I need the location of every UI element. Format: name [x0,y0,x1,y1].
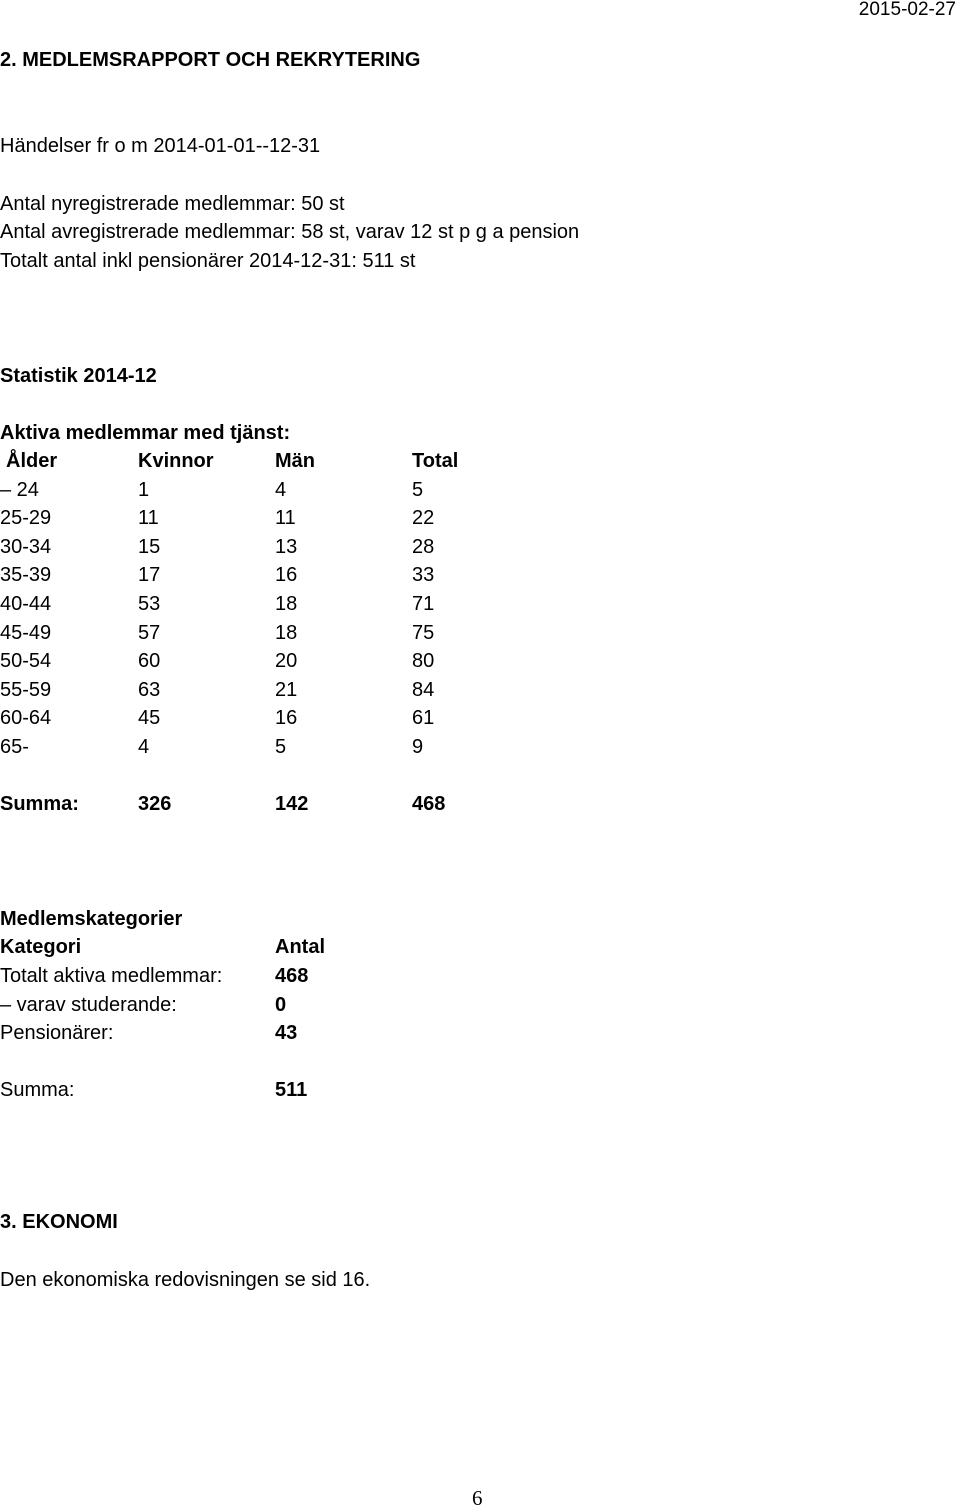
table-row [0,561,600,589]
page-number: 6 [472,1486,483,1510]
categories-sum-row [0,1076,600,1104]
removed-members-text: Antal avregistrerade medlemmar: 58 st, varav 12 st p g a pension [0,221,580,243]
cell-men: 16 [275,564,298,586]
cell-total: 28 [412,536,435,558]
cell-men: 18 [275,622,298,644]
table-row [0,476,600,504]
section-heading-membership: 2. MEDLEMSRAPPORT OCH REKRYTERING [0,49,421,71]
column-header-men: Män [275,450,315,472]
economy-text: Den ekonomiska redovisningen se sid 16. [0,1269,371,1291]
categories-sum-label: Summa: [0,1079,75,1101]
column-header-count: Antal [275,936,325,958]
cell-women: 57 [138,622,161,644]
new-members-text: Antal nyregistrerade medlemmar: 50 st [0,193,345,215]
cell-age: 60-64 [0,707,52,729]
cell-women: 53 [138,593,161,615]
cell-men: 20 [275,650,298,672]
table-row [0,619,600,647]
list-item [0,962,600,990]
total-members-text: Totalt antal inkl pensionärer 2014-12-31: 511 st [0,250,416,272]
cell-age: – 24 [0,479,39,501]
column-header-age: Ålder [6,450,58,472]
cell-age: 55-59 [0,679,52,701]
document-date: 2015-02-27 [858,0,956,20]
sum-total: 468 [412,793,446,815]
cell-women: 63 [138,679,161,701]
cell-women: 1 [138,479,150,501]
table-row [0,704,600,732]
table-row [0,676,600,704]
cell-age: 65- [0,736,29,758]
categories-sum-value: 511 [275,1079,308,1101]
cell-age: 25-29 [0,507,52,529]
cell-total: 84 [412,679,435,701]
cell-total: 9 [412,736,424,758]
cell-men: 21 [275,679,298,701]
cell-women: 15 [138,536,161,558]
sum-women: 326 [138,793,172,815]
table-row [0,533,600,561]
period-text: Händelser fr o m 2014-01-01--12-31 [0,135,321,157]
statistics-subheading: Aktiva medlemmar med tjänst: [0,422,291,444]
cell-total: 5 [412,479,424,501]
list-item [0,991,600,1019]
section-heading-economy: 3. EKONOMI [0,1211,118,1233]
category-count: 468 [275,965,309,987]
cell-total: 80 [412,650,435,672]
cell-total: 75 [412,622,435,644]
cell-age: 30-34 [0,536,52,558]
table-row [0,733,600,761]
statistics-heading: Statistik 2014-12 [0,365,157,387]
cell-men: 4 [275,479,287,501]
cell-age: 40-44 [0,593,52,615]
column-header-category: Kategori [0,936,82,958]
sum-label: Summa: [0,793,79,815]
cell-total: 33 [412,564,435,586]
table-header-row [0,447,600,475]
cell-women: 17 [138,564,161,586]
categories-heading: Medlemskategorier [0,908,183,930]
category-count: 0 [275,994,287,1016]
column-header-total: Total [412,450,459,472]
cell-men: 11 [275,507,296,529]
category-label: Totalt aktiva medlemmar: [0,965,223,987]
sum-men: 142 [275,793,309,815]
cell-women: 4 [138,736,150,758]
table-row [0,504,600,532]
categories-header-row [0,933,600,961]
cell-women: 11 [138,507,159,529]
category-label: Pensionärer: [0,1022,114,1044]
cell-men: 18 [275,593,298,615]
column-header-women: Kvinnor [138,450,214,472]
cell-women: 45 [138,707,161,729]
list-item [0,1019,600,1047]
cell-age: 50-54 [0,650,52,672]
table-sum-row [0,790,600,818]
table-row [0,647,600,675]
cell-total: 61 [412,707,435,729]
cell-total: 22 [412,507,435,529]
cell-men: 16 [275,707,298,729]
cell-age: 45-49 [0,622,52,644]
cell-women: 60 [138,650,161,672]
category-count: 43 [275,1022,298,1044]
category-label: – varav studerande: [0,994,177,1016]
cell-men: 5 [275,736,287,758]
table-row [0,590,600,618]
cell-age: 35-39 [0,564,52,586]
cell-men: 13 [275,536,298,558]
cell-total: 71 [412,593,435,615]
